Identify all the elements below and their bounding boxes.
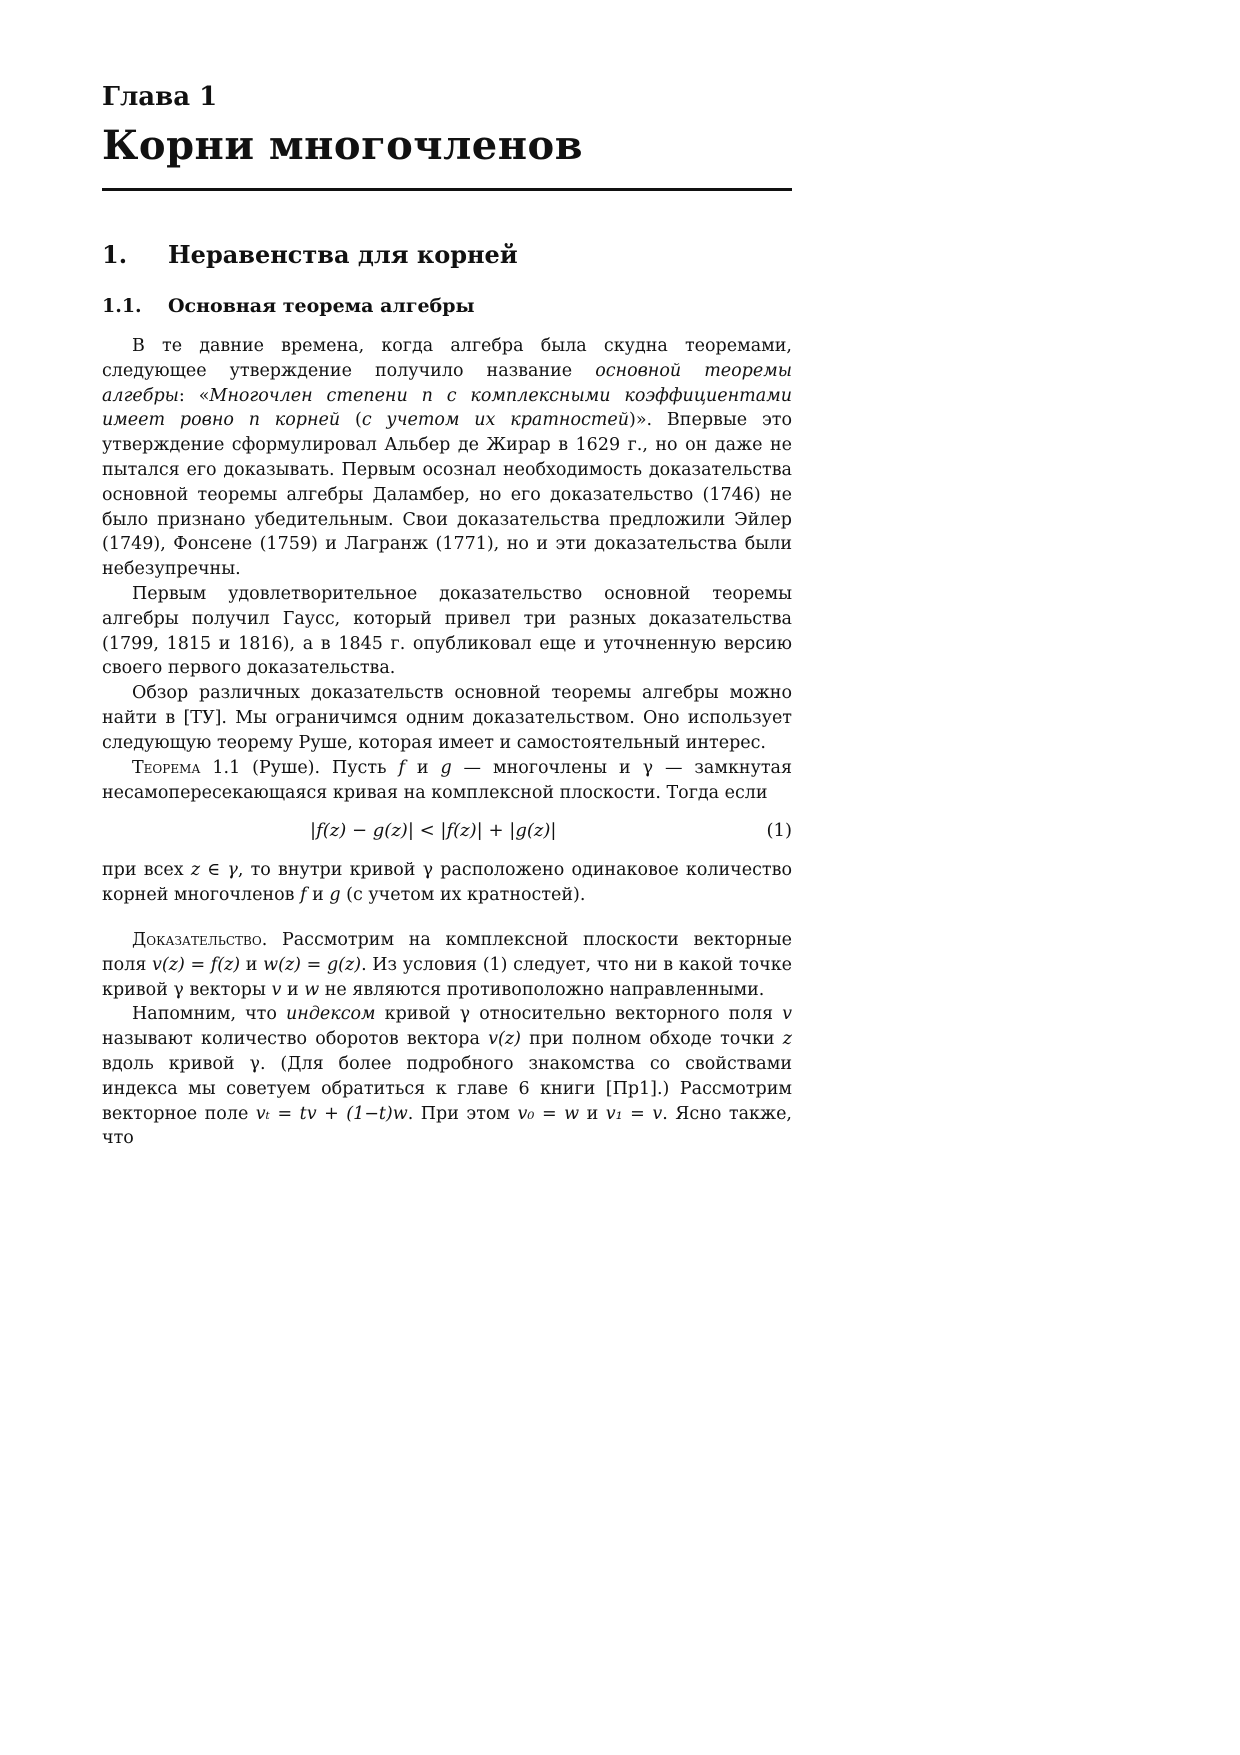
chapter-title: Корни многочленов (102, 122, 583, 169)
theorem-label: Теорема 1.1 (132, 758, 241, 778)
p5-text-d: называют количество оборотов вектора (102, 1029, 489, 1050)
theorem-text-a: (Руше). Пусть (240, 758, 399, 778)
p1-text-a: В те давние времена, когда алгебра была скудна теоремами, следующее утверждение получило название (102, 336, 792, 381)
proof-text-c: не являются противоположно направленными. (319, 979, 765, 1000)
p5-text-i: . Ясно также, что (102, 1103, 792, 1149)
proof-text-b: . Из условия (1) следует, что ни в какой точке кривой γ векторы (102, 954, 792, 1000)
p1-text-c: : « (178, 385, 210, 406)
p5-var-z: z (782, 1029, 792, 1050)
concl-and: и (306, 884, 330, 905)
p5-text-a: Напомним, что (132, 1004, 287, 1025)
formula-number: (1) (766, 820, 792, 841)
proof-text-a: Рассмотрим на комплексной плоскости векторные поля (102, 930, 792, 975)
subsection-title: Основная теорема алгебры (168, 295, 475, 317)
chapter-rule (102, 188, 792, 191)
proof-and-2: и (281, 979, 305, 1000)
p5-term-index: индексом (286, 1004, 376, 1025)
p1-multiplicity: с учетом их кратностей (361, 410, 630, 431)
proof-paragraph (102, 928, 792, 1002)
theorem-text-b: — многочлены и γ — замкнутая несамопересекающаяся кривая на комплексной плоскости. Тогда если (102, 758, 793, 803)
p5-text-c: кривой γ относительно векторного поля (375, 1004, 783, 1025)
theorem-var-f: f (398, 758, 405, 778)
p1-term: основной теоремы алгебры (102, 360, 793, 406)
p5-text-g: . При этом (407, 1103, 518, 1124)
proof-block (102, 928, 792, 1151)
proof-var-ww: w (304, 979, 320, 1000)
p1-text-e: ( (340, 410, 362, 431)
paragraph-5 (102, 1002, 792, 1151)
p5-var-v1: v₁ = v (605, 1103, 663, 1124)
theorem-block (102, 756, 792, 806)
concl-var-f: f (300, 884, 307, 905)
subsection-heading (102, 295, 475, 317)
theorem-conclusion-text (102, 858, 792, 908)
paragraph-1 (102, 334, 792, 582)
formula-expression: |f(z) − g(z)| < |f(z)| + |g(z)| (310, 820, 557, 841)
intro-text (102, 334, 792, 756)
paragraph-2: Первым удовлетворительное доказательство основной теоремы алгебры получил Гаусс, который привел три разных доказательства (1799, 1815 и 1816), а в 1845 г. опубликовал еще и уточненную версию своего первого доказательства. (102, 583, 792, 679)
theorem-var-g: g (440, 758, 452, 778)
p1-statement: Многочлен степени n с комплексными коэффициентами имеет ровно n корней (102, 385, 792, 431)
p5-var-v0: v₀ = w (517, 1103, 580, 1124)
formula-1 (102, 820, 792, 850)
concl-text-a: при всех (102, 860, 191, 880)
proof-label: Доказательство. (132, 930, 268, 950)
p1-text-g: )». Впервые это утверждение сформулировал Альбер де Жирар в 1629 г., но он даже не пытался его доказывать. Первым осознал необходимость доказательства основной теоремы алгебры Даламбер, но его доказательство (1746) не было признано убедительным. Свои доказательства предложили Эйлер (1749), Фонсене (1759) и Лагранж (1771), но и эти доказательства были небезупречны. (102, 410, 792, 580)
proof-var-v: v(z) = f(z) (152, 954, 241, 975)
p5-var-vz: v(z) (488, 1029, 521, 1050)
concl-text-c: (с учетом их кратностей). (340, 884, 586, 905)
theorem-conclusion (102, 858, 792, 908)
proof-and-1: и (240, 954, 264, 975)
section-title: Неравенства для корней (168, 240, 518, 269)
chapter-label: Глава 1 (102, 82, 218, 112)
section-number: 1. (102, 240, 128, 269)
p5-text-h: и (579, 1103, 606, 1124)
p5-text-f: вдоль кривой γ. (Для более подробного знакомства со свойствами индекса мы советуем обратиться к главе 6 книги [Пр1].) Рассмотрим векторное поле (102, 1053, 792, 1124)
p5-var-v: v (782, 1004, 792, 1025)
theorem-and: и (404, 758, 441, 778)
concl-text-b: , то внутри кривой γ расположено одинаковое количество корней многочленов (102, 860, 792, 905)
concl-var-z: z ∈ γ (190, 860, 238, 880)
concl-var-g: g (329, 884, 341, 905)
proof-var-vv: v (271, 979, 282, 1000)
paragraph-3: Обзор различных доказательств основной теоремы алгебры можно найти в [ТУ]. Мы ограничимся одним доказательством. Оно использует следующую теорему Руше, которая имеет и самостоятельный интерес. (102, 683, 792, 753)
proof-var-w: w(z) = g(z) (263, 954, 362, 975)
theorem-text (102, 756, 792, 806)
p5-var-vt: vₜ = tv + (1−t)w (255, 1103, 408, 1124)
subsection-number: 1.1. (102, 295, 142, 317)
p5-text-e: при полном обходе точки (520, 1029, 783, 1050)
section-heading (102, 240, 518, 269)
